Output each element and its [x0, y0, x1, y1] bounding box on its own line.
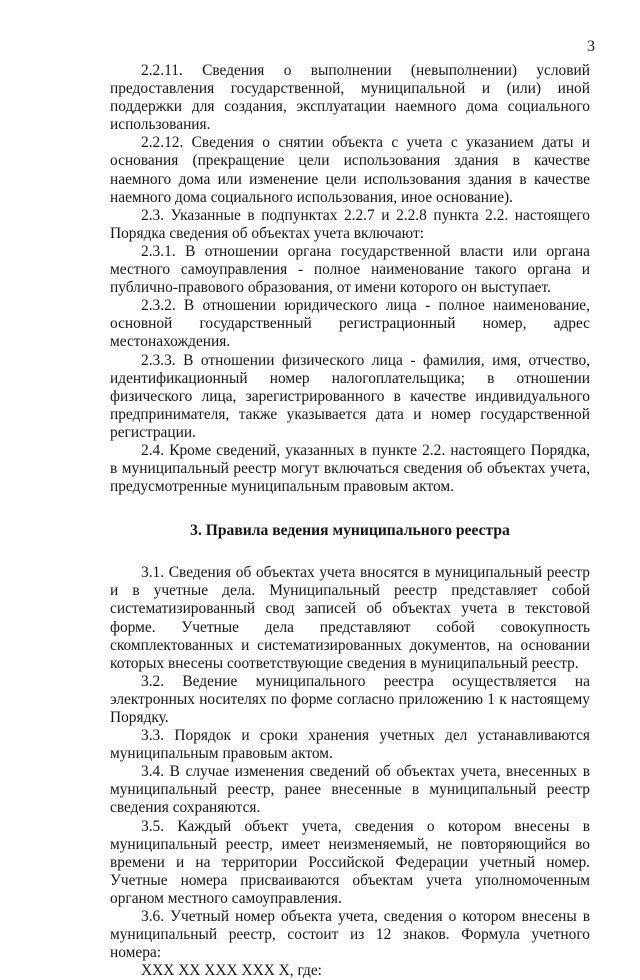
paragraph-2-3-1: 2.3.1. В отношении органа государственной власти или органа местного самоуправления - полное наименование такого органа и публично-правового образования, от имени которого он выступает.: [110, 242, 590, 297]
paragraph-2-3: 2.3. Указанные в подпунктах 2.2.7 и 2.2.8 пункта 2.2. настоящего Порядка сведения об объектах учета включают:: [110, 206, 590, 242]
paragraph-3-6: 3.6. Учетный номер объекта учета, сведения о котором внесены в муниципальный реестр, состоит из 12 знаков. Формула учетного номера:: [110, 908, 590, 962]
paragraph-3-5: 3.5. Каждый объект учета, сведения о котором внесены в муниципальный реестр, имеет неизменяемый, не повторяющийся во времени и на территории Российской Федерации учетный номер. Учетные номера присваиваются объектам учета уполномоченным органом местного самоуправления.: [110, 817, 590, 907]
paragraph-2-3-2: 2.3.2. В отношении юридического лица - полное наименование, основной государственный регистрационный номер, адрес местонахождения.: [110, 297, 590, 351]
document-body: [110, 62, 590, 980]
paragraph-3-1: 3.1. Сведения об объектах учета вносятся в муниципальный реестр и в учетные дела. Муниципальный реестр представляет собой систематизированный свод записей об объектах учета в текстовой форме. Учетные дела представляют собой совокупность скомплектованных и систематизированных документов, на основании которых внесены соответствующие сведения в муниципальный реестр.: [110, 564, 590, 672]
paragraph-2-4: 2.4. Кроме сведений, указанных в пункте 2.2. настоящего Порядка, в муниципальный реестр могут включаться сведения об объектах учета, предусмотренные муниципальным правовым актом.: [110, 441, 590, 496]
paragraph-3-4: 3.4. В случае изменения сведений об объектах учета, внесенных в муниципальный реестр, ранее внесенные в муниципальный реестр сведения сохраняются.: [110, 763, 590, 817]
paragraph-2-2-12: 2.2.12. Сведения о снятии объекта с учета с указанием даты и основания (прекращение цели использования здания в качестве наемного дома или изменение цели использования здания в качестве наемного дома социального использования, иное основание).: [110, 134, 590, 206]
account-number-formula: ХХХ ХХ ХХХ ХХХ Х, где:: [141, 962, 322, 980]
paragraph-2-2-11: 2.2.11. Сведения о выполнении (невыполнении) условий предоставления государственной, муниципальной и (или) иной поддержки для создания, эксплуатации наемного дома социального использования.: [110, 62, 590, 134]
section-heading: 3. Правила ведения муниципального реестра: [190, 522, 510, 540]
page-number: 3: [587, 38, 595, 55]
paragraph-3-2: 3.2. Ведение муниципального реестра осуществляется на электронных носителях по форме согласно приложению 1 к настоящему Порядку.: [110, 672, 590, 726]
paragraph-2-3-3: 2.3.3. В отношении физического лица - фамилия, имя, отчество, идентификационный номер налогоплательщика; в отношении физического лица, зарегистрированного в качестве индивидуального предпринимателя, также указывается дата и номер государственной регистрации.: [110, 351, 590, 441]
paragraph-3-3: 3.3. Порядок и сроки хранения учетных дел устанавливаются муниципальным правовым актом.: [110, 727, 590, 763]
